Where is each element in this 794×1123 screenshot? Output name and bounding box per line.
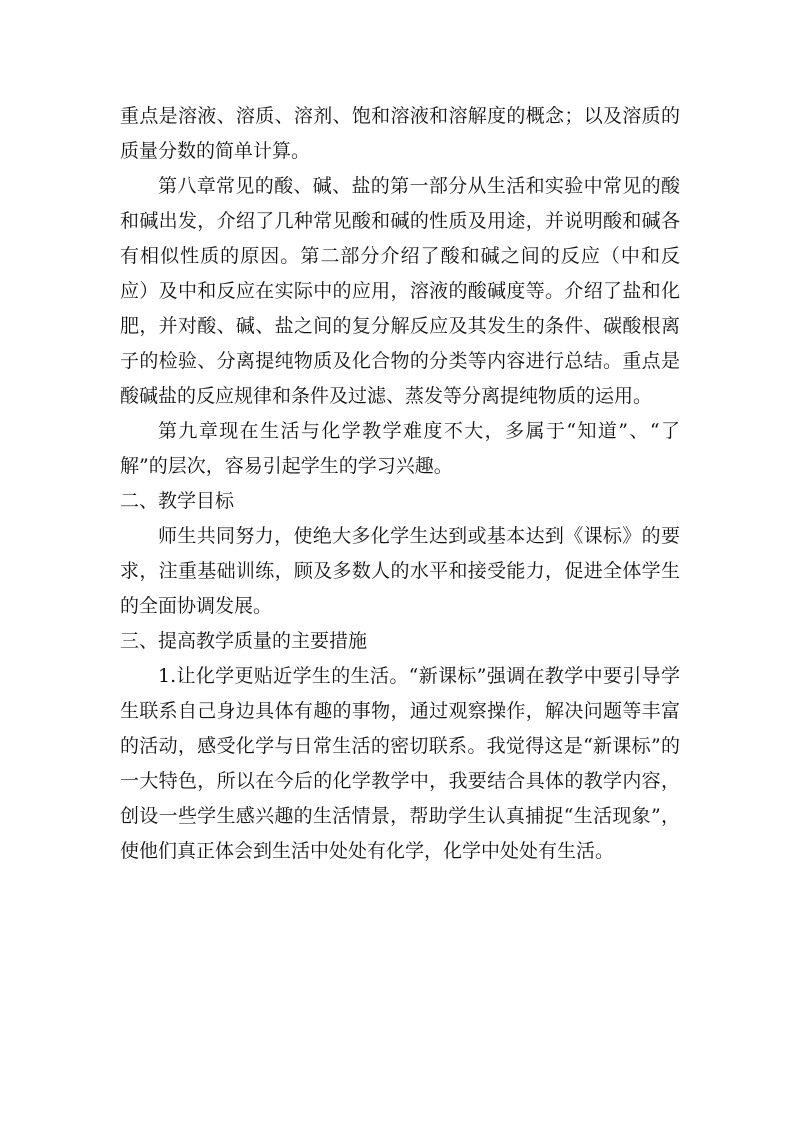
paragraph-chapter-eight: 第八章常见的酸、碱、盐的第一部分从生活和实验中常见的酸和碱出发，介绍了几种常见酸和碱的性质及用途，并说明酸和碱各有相似性质的原因。第二部分介绍了酸和碱之间的反应（中和反应）及中和反应在实际中的应用，溶液的酸碱度等。介绍了盐和化肥，并对酸、碱、盐之间的复分解反应及其发生的条件、碳酸根离子的检验、分离提纯物质及化合物的分类等内容进行总结。重点是酸碱盐的反应规律和条件及过滤、蒸发等分离提纯物质的运用。 <box>120 175 680 407</box>
section-heading-teaching-goals: 二、教学目标 <box>120 490 235 512</box>
paragraph-teaching-goals: 师生共同努力，使绝大多化学生达到或基本达到《课标》的要求，注重基础训练，顾及多数人的水平和接受能力，促进全体学生的全面协调发展。 <box>120 525 680 617</box>
section-heading-main-measures: 三、提高教学质量的主要措施 <box>120 630 368 652</box>
paragraph-key-points-solutions: 重点是溶液、溶质、溶剂、饱和溶液和溶解度的概念；以及溶质的质量分数的简单计算。 <box>120 105 680 162</box>
document-body <box>120 99 680 869</box>
paragraph-measure-one: 1.让化学更贴近学生的生活。“新课标”强调在教学中要引导学生联系自己身边具体有趣的事物，通过观察操作，解决问题等丰富的活动，感受化学与日常生活的密切联系。我觉得这是“新课标”的一大特色，所以在今后的化学教学中，我要结合具体的教学内容，创设一些学生感兴趣的生活情景，帮助学生认真捕捉“生活现象”，使他们真正体会到生活中处处有化学，化学中处处有生活。 <box>120 665 680 862</box>
paragraph-chapter-nine: 第九章现在生活与化学教学难度不大，多属于“知道”、“了解”的层次，容易引起学生的学习兴趣。 <box>120 420 680 477</box>
